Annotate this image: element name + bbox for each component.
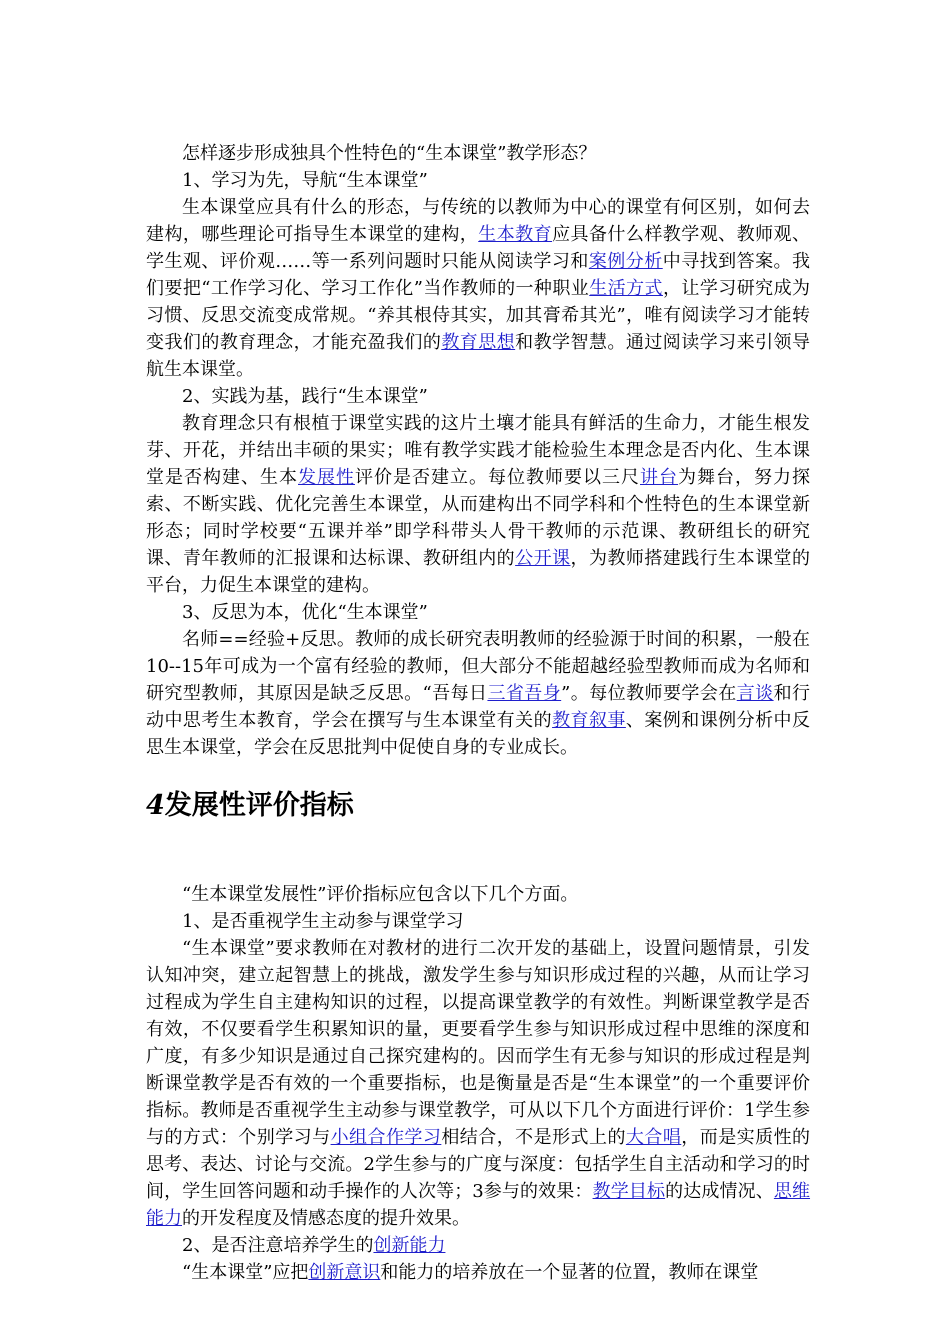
criterion2-title-text: 2、是否注意培养学生的 <box>182 1235 374 1256</box>
criterion2-title <box>146 1232 810 1259</box>
link-生本教育[interactable]: 生本教育 <box>478 224 553 245</box>
paragraph-text: 名师==经验+反思。教师的成长研究表明教师的经验源于时间的积累，一般在10--15年可成为一个富有经验的教师，但大部分不能超越经验型教师而成为名师和研究型教师，其原因是缺乏反思。“吾每日 <box>146 629 810 704</box>
link-教育叙事[interactable]: 教育叙事 <box>552 710 626 731</box>
link-思维能力[interactable]: 思维能力 <box>146 1181 811 1229</box>
paragraph-text: 和能力的培养放在一个显著的位置，教师在课堂 <box>380 1262 759 1283</box>
document-page <box>146 140 810 1286</box>
heading-text: 发展性评价指标 <box>164 790 354 821</box>
link-发展性[interactable]: 发展性 <box>298 467 355 488</box>
link-案例分析[interactable]: 案例分析 <box>588 251 663 272</box>
item1-paragraph <box>146 194 810 383</box>
paragraph-text: 为舞台，努力探索、不断实践、优化完善生本课堂，从而建构出不同学科和个性特色的生本课堂新形态；同时学校要“五课并举”即学科带头人骨干教师的示范课、教研组长的研究课、青年教师的汇报课和达标课、教研组内的 <box>146 467 810 569</box>
link-教学目标[interactable]: 教学目标 <box>592 1181 666 1202</box>
criterion1-title: 1、是否重视学生主动参与课堂学习 <box>182 911 464 932</box>
paragraph-text: ，为教师搭建践行生本课堂的平台，力促生本课堂的建构。 <box>146 548 811 596</box>
paragraph-text: 相结合，不是形式上的 <box>441 1127 626 1148</box>
paragraph-text: ，而是实质性的思考、表达、讨论与交流。2学生参与的广度与深度：包括学生自主活动和学习的时间，学生回答问题和动手操作的人次等；3参与的效果： <box>146 1127 811 1202</box>
paragraph-text: ”。每位教师要学会在 <box>561 683 737 704</box>
paragraph-text: 和教学智慧。通过阅读学习来引领导航生本课堂。 <box>146 332 810 380</box>
paragraph-text: 中寻找到答案。我们要把“工作学习化、学习工作化”当作教师的一种职业 <box>146 251 811 299</box>
paragraph-text: 应具备什么样教学观、教师观、学生观、评价观……等一系列问题时只能从阅读学习和 <box>146 224 811 272</box>
link-创新能力[interactable]: 创新能力 <box>373 1235 446 1256</box>
paragraph-text: “生本课堂”要求教师在对教材的进行二次开发的基础上，设置问题情景，引发认知冲突，建立起智慧上的挑战，激发学生参与知识形成过程的兴趣，从而让学习过程成为学生自主建构知识的过程，以提高课堂教学的有效性。判断课堂教学是否有效，不仅要看学生积累知识的量，更要看学生参与知识形成过程中思维的深度和广度，有多少知识是通过自己探究建构的。因而学生有无参与知识的形成过程是判断课堂教学是否有效的一个重要指标，也是衡量是否是“生本课堂”的一个重要评价指标。教师是否重视学生主动参与课堂教学，可从以下几个方面进行评价：1学生参与的方式：个别学习与 <box>146 938 810 1148</box>
paragraph-text: ，让学习研究成为习惯、反思交流变成常规。“养其根侍其实，加其膏希其光”，唯有阅读学习才能转变我们的教育理念，才能充盈我们的 <box>146 278 811 353</box>
item2-paragraph <box>146 410 810 599</box>
link-公开课[interactable]: 公开课 <box>515 548 571 569</box>
paragraph-text: 和行动中思考生本教育，学会在撰写与生本课堂有关的 <box>146 683 811 731</box>
link-小组合作学习[interactable]: 小组合作学习 <box>330 1127 442 1148</box>
criterion2-paragraph <box>146 1259 810 1286</box>
item3-title: 3、反思为本，优化“生本课堂” <box>182 602 428 623</box>
paragraph-text: 的达成情况、 <box>665 1181 774 1202</box>
link-生活方式[interactable]: 生活方式 <box>589 278 663 299</box>
item2-title: 2、实践为基，践行“生本课堂” <box>182 386 428 407</box>
paragraph-text: 生本课堂应具有什么的形态，与传统的以教师为中心的课堂有何区别，如何去建构，哪些理论可指导生本课堂的建构， <box>146 197 810 245</box>
criterion1-paragraph <box>146 935 810 1232</box>
paragraph-text: 评价是否建立。每位教师要以三尺 <box>355 467 640 488</box>
question-line: 怎样逐步形成独具个性特色的“生本课堂”教学形态？ <box>182 143 597 164</box>
paragraph-text: 、案例和课例分析中反思生本课堂，学会在反思批判中促使自身的专业成长。 <box>146 710 811 758</box>
link-三省吾身[interactable]: 三省吾身 <box>487 683 562 704</box>
item3-paragraph <box>146 626 810 761</box>
heading-number: 4 <box>146 790 165 821</box>
section-heading <box>146 789 810 823</box>
link-教育思想[interactable]: 教育思想 <box>441 332 516 353</box>
item1-title: 1、学习为先，导航“生本课堂” <box>182 170 428 191</box>
link-大合唱[interactable]: 大合唱 <box>625 1127 682 1148</box>
section2-intro: “生本课堂发展性”评价指标应包含以下几个方面。 <box>182 884 579 905</box>
link-讲台[interactable]: 讲台 <box>640 467 678 488</box>
link-言谈[interactable]: 言谈 <box>736 683 774 704</box>
paragraph-text: 的开发程度及情感态度的提升效果。 <box>182 1208 470 1229</box>
link-创新意识[interactable]: 创新意识 <box>308 1262 381 1283</box>
paragraph-text: “生本课堂”应把 <box>182 1262 309 1283</box>
paragraph-text: 教育理念只有根植于课堂实践的这片土壤才能具有鲜活的生命力，才能生根发芽、开花，并结出丰硕的果实；唯有教学实践才能检验生本理念是否内化、生本课堂是否构建、生本 <box>146 413 810 488</box>
